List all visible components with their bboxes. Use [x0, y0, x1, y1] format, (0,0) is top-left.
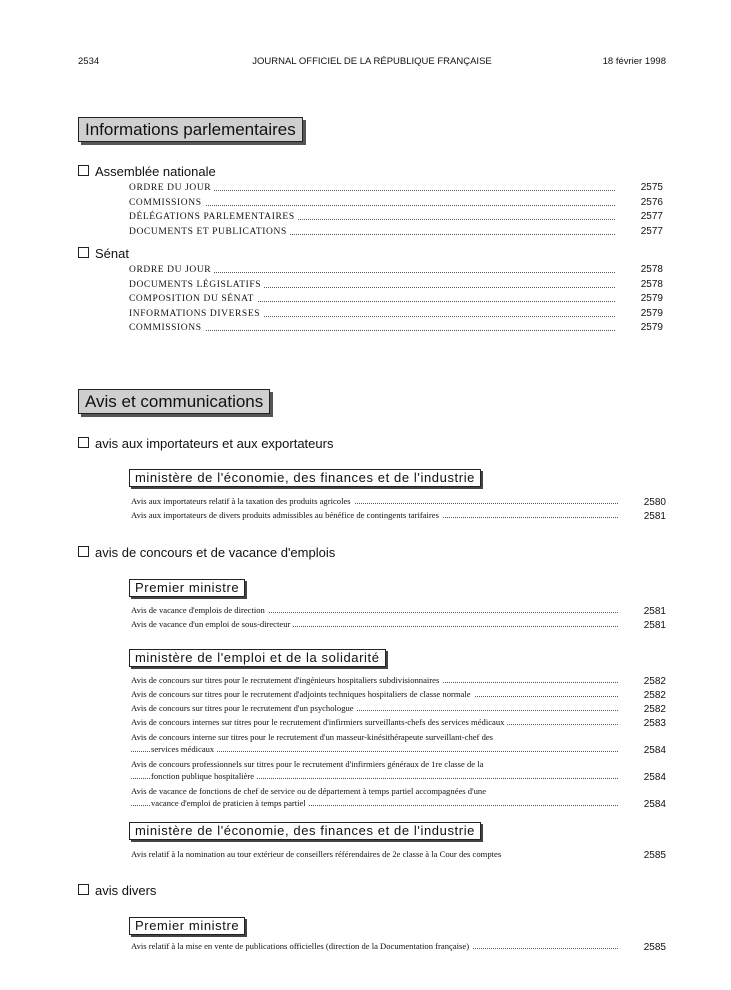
list-item[interactable]: Avis aux importateurs relatif à la taxation des produits agricoles 2580 — [131, 496, 666, 508]
toc-senat — [129, 263, 663, 336]
list-item[interactable]: Avis de concours professionnels sur titres pour le recrutement d'infirmiers généraux de 1re classe de la fonction publique hospitalière 2584 — [131, 759, 666, 783]
checkbox-square-icon — [78, 884, 89, 895]
list-item[interactable]: Avis de concours internes sur titres pour le recrutement d'infirmiers surveillants-chefs des services médicaux 2583 — [131, 717, 666, 729]
entries-divers — [131, 940, 666, 954]
ministry-label: ministère de l'économie, des finances et de l'industrie — [129, 469, 481, 487]
section-title: avis de concours et de vacance d'emplois — [95, 545, 336, 560]
list-item[interactable]: Avis de concours sur titres pour le recrutement d'ingénieurs hospitaliers subdivisionnaires 2582 — [131, 675, 666, 687]
section-title: avis divers — [95, 883, 157, 898]
toc-item[interactable]: COMMISSIONS 2579 — [129, 321, 663, 336]
section-title: Sénat — [95, 246, 129, 261]
issue-date: 18 février 1998 — [602, 56, 666, 67]
toc-item[interactable]: COMMISSIONS 2576 — [129, 196, 663, 211]
list-item[interactable]: Avis de vacance de fonctions de chef de service ou de département à temps partiel accompagnées d'une vacance d'emploi de praticien à temps partiel 2584 — [131, 786, 666, 810]
entries-premier-ministre — [131, 604, 666, 632]
section-avis-importateurs — [78, 436, 333, 452]
ministry-label: Premier ministre — [129, 917, 245, 935]
toc-item[interactable]: DÉLÉGATIONS PARLEMENTAIRES 2577 — [129, 210, 663, 225]
entries-economie — [131, 848, 666, 862]
checkbox-square-icon — [78, 437, 89, 448]
checkbox-square-icon — [78, 247, 89, 258]
checkbox-square-icon — [78, 546, 89, 557]
ministry-label: ministère de l'emploi et de la solidarité — [129, 649, 386, 667]
list-item[interactable]: Avis aux importateurs de divers produits admissibles au bénéfice de contingents tarifaires 2581 — [131, 510, 666, 522]
toc-item[interactable]: COMPOSITION DU SÉNAT 2579 — [129, 292, 663, 307]
toc-item[interactable]: ORDRE DU JOUR 2578 — [129, 263, 663, 278]
section-title: avis aux importateurs et aux exportateurs — [95, 436, 334, 451]
list-item[interactable]: Avis de vacance d'un emploi de sous-directeur 2581 — [131, 619, 666, 631]
section-assemblee-nationale — [78, 164, 216, 180]
list-item[interactable]: Avis relatif à la nomination au tour extérieur de conseillers référendaires de 2e classe à la Cour des comptes 2585 — [131, 849, 666, 861]
list-item[interactable]: Avis de concours sur titres pour le recrutement d'un psychologue 2582 — [131, 703, 666, 715]
banner-informations-parlementaires: Informations parlementaires — [78, 117, 303, 142]
section-senat — [78, 246, 129, 262]
toc-item[interactable]: INFORMATIONS DIVERSES 2579 — [129, 307, 663, 322]
section-title: Assemblée nationale — [95, 164, 216, 179]
toc-item[interactable]: DOCUMENTS ET PUBLICATIONS 2577 — [129, 225, 663, 240]
journal-title: JOURNAL OFFICIEL DE LA RÉPUBLIQUE FRANÇAISE — [252, 56, 492, 67]
checkbox-square-icon — [78, 165, 89, 176]
ministry-label: ministère de l'économie, des finances et de l'industrie — [129, 822, 481, 840]
toc-item[interactable]: ORDRE DU JOUR 2575 — [129, 181, 663, 196]
toc-assemblee — [129, 181, 663, 239]
list-item[interactable]: Avis de vacance d'emplois de direction 2581 — [131, 605, 666, 617]
section-avis-divers — [78, 883, 156, 899]
banner-avis-et-communications: Avis et communications — [78, 389, 270, 414]
ministry-label: Premier ministre — [129, 579, 245, 597]
page-number: 2534 — [78, 56, 100, 67]
entries-importateurs — [131, 495, 666, 523]
list-item[interactable]: Avis de concours interne sur titres pour le recrutement d'un masseur-kinésithérapeute surveillant-chef des services médicaux 2584 — [131, 732, 666, 756]
running-header — [78, 56, 666, 70]
toc-item[interactable]: DOCUMENTS LÉGISLATIFS 2578 — [129, 278, 663, 293]
entries-emploi-solidarite — [131, 674, 666, 811]
list-item[interactable]: Avis relatif à la mise en vente de publications officielles (direction de la Documentation française) 2585 — [131, 941, 666, 953]
section-avis-concours — [78, 545, 335, 561]
list-item[interactable]: Avis de concours sur titres pour le recrutement d'adjoints techniques hospitaliers de classe normale 2582 — [131, 689, 666, 701]
